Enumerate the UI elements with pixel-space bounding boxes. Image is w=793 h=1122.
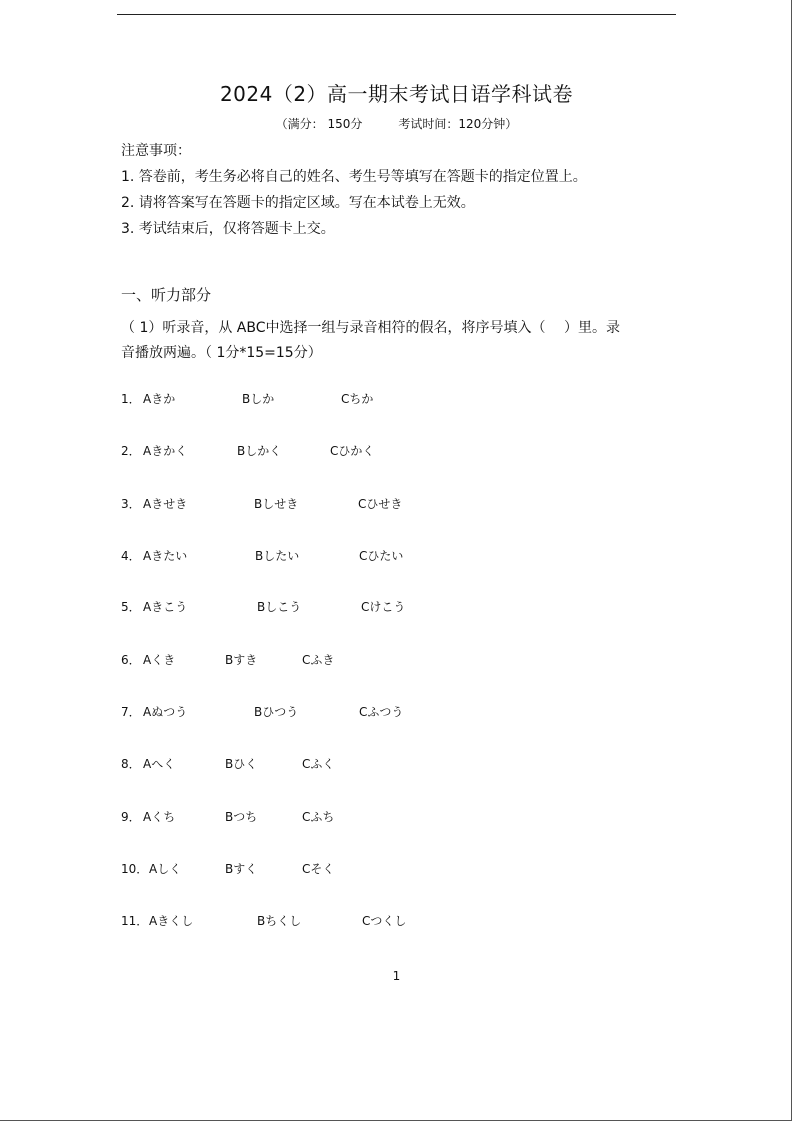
question-number: 11． [121, 914, 149, 928]
question-number: 2． [121, 444, 141, 458]
header-rule [117, 14, 676, 15]
option-c: Cふち [302, 810, 335, 824]
section-instruction: 音播放两遍。（ 1分*15=15分） [121, 345, 322, 361]
question-number: 4． [121, 549, 141, 563]
question-number: 1． [121, 392, 141, 406]
question-number: 8． [121, 757, 141, 771]
option-a: Aくき [143, 653, 176, 667]
option-a: Aきかく [143, 444, 188, 458]
option-a: Aしく [149, 862, 182, 876]
section-instruction: （ 1）听录音，从 ABC中选择一组与录音相符的假名，将序号填入（ ）里。录 [121, 320, 620, 336]
option-b: Bしか [242, 392, 275, 406]
question-number: 5． [121, 600, 141, 614]
full-score: （满分： 150分 [275, 117, 363, 131]
option-c: Cふく [302, 757, 335, 771]
option-a: Aぬつう [143, 705, 188, 719]
option-c: Cふつう [359, 705, 404, 719]
question-number: 9． [121, 810, 141, 824]
option-a: Aきせき [143, 497, 188, 511]
option-b: Bつち [225, 810, 258, 824]
question-number: 6． [121, 653, 141, 667]
exam-time: 考试时间：120分钟） [398, 117, 518, 131]
notice-item: 3. 考试结束后，仅将答题卡上交。 [121, 221, 335, 237]
notice-heading: 注意事项： [121, 143, 191, 159]
option-a: Aくち [143, 810, 176, 824]
page-number: 1 [392, 969, 401, 983]
option-c: Cひせき [358, 497, 403, 511]
option-a: Aきか [143, 392, 176, 406]
exam-title: 2024（2）高一期末考试日语学科试卷 [219, 82, 574, 106]
option-a: Aきこう [143, 600, 188, 614]
option-c: Cつくし [362, 914, 407, 928]
option-b: Bしかく [237, 444, 282, 458]
notice-item: 1. 答卷前，考生务必将自己的姓名、考生号等填写在答题卡的指定位置上。 [121, 169, 587, 185]
option-c: Cひかく [330, 444, 375, 458]
exam-info [0, 115, 793, 132]
question-number: 7． [121, 705, 141, 719]
question-number: 10． [121, 862, 149, 876]
option-c: Cそく [302, 862, 335, 876]
option-b: Bしせき [254, 497, 299, 511]
option-c: Cふき [302, 653, 335, 667]
option-c: Cけこう [361, 600, 406, 614]
section-title: 一、听力部分 [121, 286, 212, 304]
option-b: Bひく [225, 757, 258, 771]
question-number: 3． [121, 497, 141, 511]
notice-item: 2. 请将答案写在答题卡的指定区域。写在本试卷上无效。 [121, 195, 475, 211]
option-b: Bすき [225, 653, 258, 667]
option-b: Bしたい [255, 549, 300, 563]
option-b: Bすく [225, 862, 258, 876]
option-a: Aへく [143, 757, 176, 771]
option-c: Cひたい [359, 549, 404, 563]
option-b: Bひつう [254, 705, 299, 719]
option-b: Bしこう [257, 600, 302, 614]
option-a: Aきたい [143, 549, 188, 563]
option-b: Bちくし [257, 914, 302, 928]
option-a: Aきくし [149, 914, 194, 928]
option-c: Cちか [341, 392, 374, 406]
